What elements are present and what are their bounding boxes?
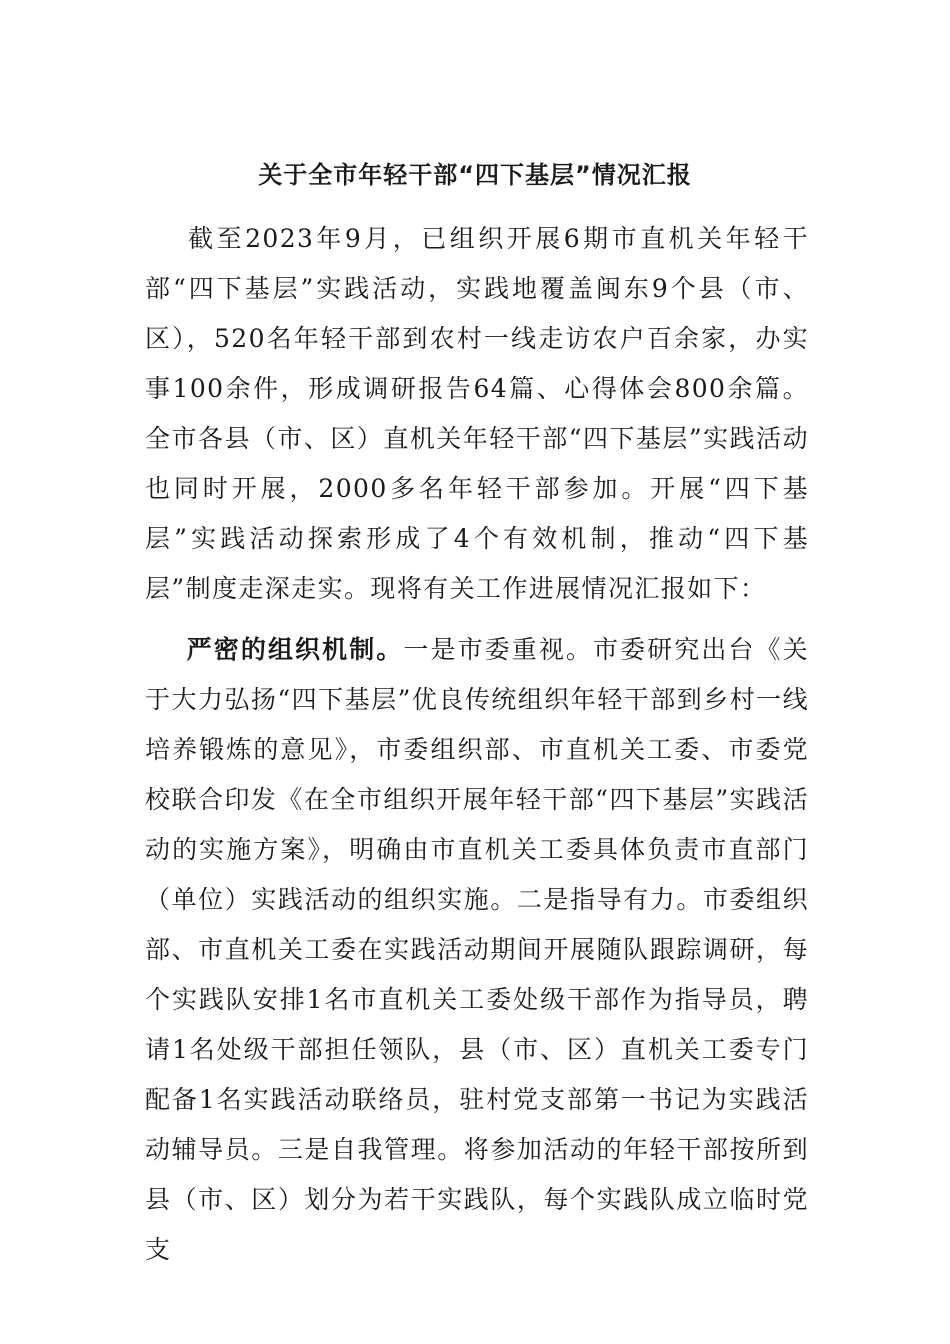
paragraph-organization-text: 一是市委重视。市委研究出台《关于大力弘扬“四下基层”优良传统组织年轻干部到乡村一线培养锻炼的意见》，市委组织部、市直机关工委、市委党校联合印发《在全市组织开展年轻干部“四下基层”实践活动的实施方案》，明确由市直机关工委具体负责市直部门（单位）实践活动的组织实施。二是指导有力。市委组织部、市直机关工委在实践活动期间开展随队跟踪调研，每个实践队安排1名市直机关工委处级干部作为指导员，聘请1名处级干部担任领队，县（市、区）直机关工委专门配备1名实践活动联络员，驻村党支部第一书记为实践活动辅导员。三是自我管理。将参加活动的年轻干部按所到县（市、区）划分为若干实践队，每个实践队成立临时党支: [145, 635, 809, 1264]
paragraph-intro-text: 截至2023年9月，已组织开展6期市直机关年轻干部“四下基层”实践活动，实践地覆盖闽东9个县（市、区），520名年轻干部到农村一线走访农户百余家，办实事100余件，形成调研报告64篇、心得体会800余篇。全市各县（市、区）直机关年轻干部“四下基层”实践活动也同时开展，2000多名年轻干部参加。开展“四下基层”实践活动探索形成了4个有效机制，推动“四下基层”制度走深走实。现将有关工作进展情况汇报如下：: [145, 224, 809, 603]
paragraph-organization: [145, 625, 809, 1275]
paragraph-intro: [145, 214, 809, 614]
document-title: 关于全市年轻干部“四下基层”情况汇报: [258, 161, 692, 189]
paragraph-lead-heading: 严密的组织机制。: [186, 635, 404, 664]
